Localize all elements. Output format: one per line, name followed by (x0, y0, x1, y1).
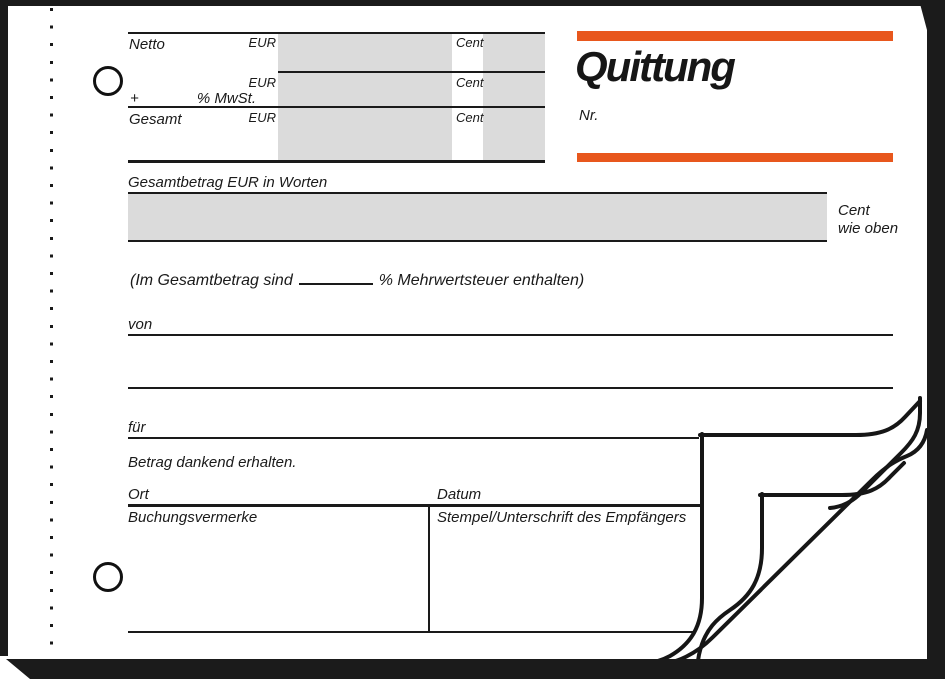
table-rule-row1 (278, 71, 545, 73)
stamp-label: Stempel/Unterschrift des Empfängers (437, 509, 687, 526)
pad-edge-left (0, 0, 8, 656)
amount-in-words-label: Gesamtbetrag EUR in Worten (128, 174, 328, 191)
for-label: für (128, 419, 146, 436)
vat-note-suffix: % Mehrwertsteuer enthalten) (378, 272, 585, 289)
amount-shade-cent-column (483, 34, 545, 162)
cent-label-row3: Cent (456, 110, 484, 125)
received-note: Betrag dankend erhalten. (128, 454, 297, 471)
amount-shade-eur-column (278, 34, 452, 162)
from-label: von (128, 316, 153, 333)
table-rule-bottom (128, 160, 545, 163)
eur-label-row2: EUR (248, 75, 276, 90)
cent-label-row2: Cent (456, 75, 484, 90)
curl-front-left-edge (698, 494, 762, 663)
curl-front-top-edge (760, 463, 904, 495)
extra-rule (128, 387, 893, 389)
vat-row-label: % MwSt. (196, 90, 256, 107)
bottom-table-divider (428, 506, 430, 632)
receipt-number-label: Nr. (579, 107, 599, 124)
bottom-table-rule (128, 631, 694, 633)
pad-edge-bottom (6, 659, 945, 679)
netto-label: Netto (129, 36, 165, 53)
for-rule (128, 437, 699, 439)
place-date-rule (128, 504, 700, 507)
eur-label-row3: EUR (248, 110, 276, 125)
curl-back-fold (830, 398, 920, 508)
from-rule (128, 334, 893, 336)
vat-percentage-blank (299, 270, 373, 285)
accent-bar-top (577, 31, 893, 41)
cent-note-line1: Cent (838, 202, 870, 219)
place-label: Ort (128, 486, 149, 503)
form-title: Quittung (575, 43, 734, 90)
curl-back-top-edge (700, 401, 920, 435)
table-rule-top (128, 32, 545, 34)
booking-label: Buchungsvermerke (128, 509, 258, 526)
cent-label-row1: Cent (456, 35, 484, 50)
vat-note (130, 270, 584, 290)
curl-back-left-edge (643, 434, 702, 664)
gesamt-label: Gesamt (129, 111, 182, 128)
amount-in-words-shade (128, 194, 827, 240)
amount-in-words-rule-bottom (128, 240, 827, 242)
perforation-dots (50, 8, 53, 658)
cent-note-line2: wie oben (838, 220, 899, 237)
pad-edge-right (919, 0, 945, 679)
punch-hole-top (93, 66, 123, 96)
vat-note-prefix: (Im Gesamtbetrag sind (130, 272, 293, 289)
date-label: Datum (437, 486, 482, 503)
eur-label-row1: EUR (248, 35, 276, 50)
pad-edge-top (0, 0, 945, 6)
accent-bar-bottom (577, 153, 893, 162)
vat-plus-sign: + (130, 90, 139, 107)
punch-hole-bottom (93, 562, 123, 592)
